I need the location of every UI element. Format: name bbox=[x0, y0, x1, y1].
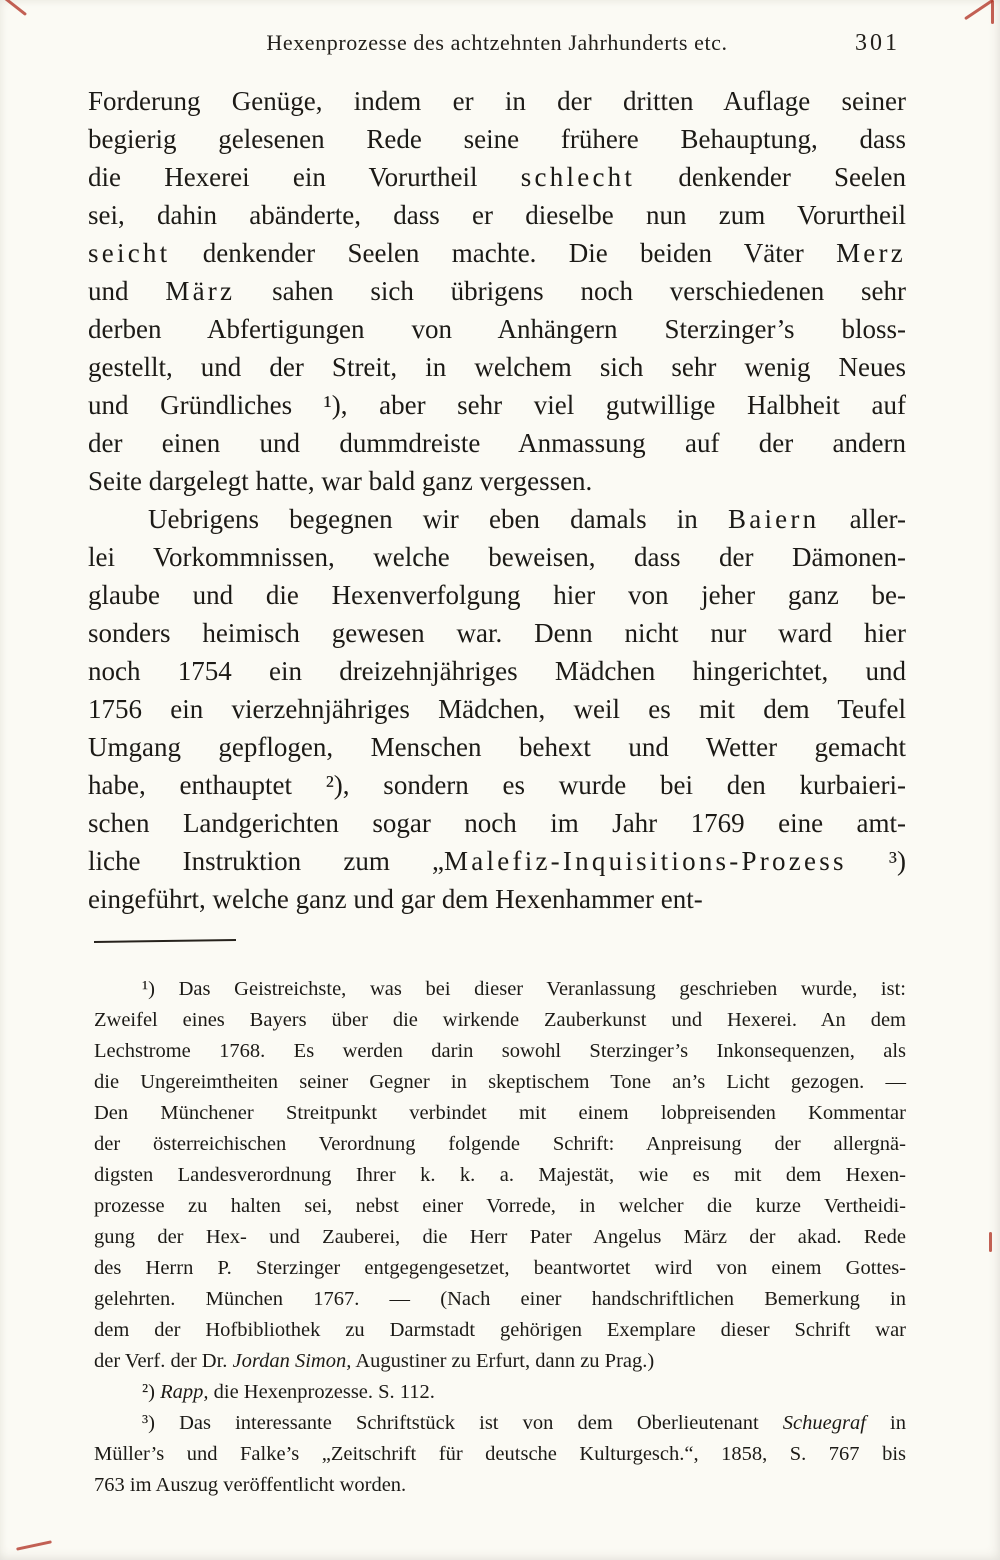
text-segment: der einen und dummdreiste Anmassung auf der andern bbox=[88, 428, 906, 458]
body-text bbox=[88, 82, 906, 918]
text-segment: sahen sich übrigens noch verschiedenen sehr bbox=[235, 276, 907, 306]
text-segment: der österreichischen Verordnung folgende Schrift: Anpreisung der allergnä- bbox=[94, 1133, 906, 1155]
text-line bbox=[88, 424, 906, 462]
text-line bbox=[88, 272, 906, 310]
text-line bbox=[88, 120, 906, 158]
footnote bbox=[94, 1377, 906, 1408]
text-segment: 763 im Auszug veröffentlicht worden. bbox=[94, 1474, 407, 1496]
text-segment: ²) bbox=[142, 1381, 161, 1403]
text-segment: der Verf. der Dr. bbox=[94, 1350, 233, 1372]
text-segment: ¹) Das Geistreichste, was bei dieser Veranlassung geschrieben wurde, ist: bbox=[142, 978, 906, 1000]
page-number: 301 bbox=[855, 30, 900, 56]
text-segment: noch 1754 ein dreizehnjähriges Mädchen hingerichtet, und bbox=[88, 656, 906, 686]
text-segment: habe, enthauptet ²), sondern es wurde bei den kurbaieri- bbox=[88, 770, 906, 800]
text-segment: dem der Hofbibliothek zu Darmstadt gehörigen Exemplare dieser Schrift war bbox=[94, 1319, 906, 1341]
text-line bbox=[94, 1222, 906, 1253]
text-segment: lei Vorkommnissen, welche beweisen, dass der Dämonen- bbox=[88, 542, 906, 572]
footnotes bbox=[88, 974, 906, 1501]
text-segment: die Ungereimtheiten seiner Gegner in skeptischem Tone an’s Licht gezogen. — bbox=[94, 1071, 906, 1093]
text-line bbox=[94, 1377, 906, 1408]
red-scan-mark-right-edge bbox=[989, 1232, 992, 1252]
text-segment: ³) Das interessante Schriftstück ist von dem Oberlieutenant bbox=[142, 1412, 783, 1434]
text-line bbox=[94, 1098, 906, 1129]
letterspaced-text: Malefiz-Inquisitions-Prozess bbox=[444, 846, 847, 876]
text-line bbox=[88, 348, 906, 386]
header-title: Hexenprozesse des achtzehnten Jahrhunderts etc. bbox=[266, 30, 728, 55]
text-line bbox=[94, 1253, 906, 1284]
text-line bbox=[88, 386, 906, 424]
text-line bbox=[94, 1470, 906, 1501]
text-segment: 1756 ein vierzehnjähriges Mädchen, weil es mit dem Teufel bbox=[88, 694, 906, 724]
text-line bbox=[88, 538, 906, 576]
italic-text: Schuegraf bbox=[782, 1412, 866, 1434]
red-scan-mark-bottom-left bbox=[16, 1540, 52, 1550]
text-line bbox=[88, 196, 906, 234]
text-segment: denkender Seelen machte. Die beiden Väter bbox=[170, 238, 837, 268]
body-paragraph bbox=[88, 82, 906, 500]
text-segment: und Gründliches ¹), aber sehr viel gutwillige Halbheit auf bbox=[88, 390, 906, 420]
text-line bbox=[88, 462, 906, 500]
italic-text: Rapp, bbox=[160, 1381, 209, 1403]
text-segment: denkender Seelen bbox=[635, 162, 906, 192]
footnote bbox=[94, 974, 906, 1377]
text-segment: gelehrten. München 1767. — (Nach einer handschriftlichen Bemerkung in bbox=[94, 1288, 906, 1310]
text-line bbox=[94, 1036, 906, 1067]
text-line bbox=[94, 1346, 906, 1377]
text-segment: prozesse zu halten sei, nebst einer Vorrede, in welcher die kurze Vertheidi- bbox=[94, 1195, 906, 1217]
text-line bbox=[88, 880, 906, 918]
text-line bbox=[88, 842, 906, 880]
text-segment: in bbox=[865, 1412, 906, 1434]
letterspaced-text: Baiern bbox=[727, 504, 820, 534]
text-segment: des Herrn P. Sterzinger entgegengesetzet, beantwortet wird von einem Gottes- bbox=[94, 1257, 906, 1279]
text-segment: sei, dahin abänderte, dass er dieselbe nun zum Vorurtheil bbox=[88, 200, 906, 230]
text-line bbox=[94, 1315, 906, 1346]
text-segment: schen Landgerichten sogar noch im Jahr 1769 eine amt- bbox=[88, 808, 906, 838]
text-line bbox=[94, 1439, 906, 1470]
text-segment: Müller’s und Falke’s „Zeitschrift für deutsche Kulturgesch.“, 1858, S. 767 bis bbox=[94, 1443, 906, 1465]
red-scan-mark-top-left bbox=[4, 0, 27, 16]
text-line bbox=[94, 1005, 906, 1036]
text-line bbox=[88, 690, 906, 728]
text-line bbox=[94, 1191, 906, 1222]
text-line bbox=[94, 974, 906, 1005]
text-line bbox=[88, 804, 906, 842]
text-column bbox=[88, 0, 906, 1501]
text-segment: Den Münchener Streitpunkt verbindet mit einem lobpreisenden Kommentar bbox=[94, 1102, 906, 1124]
footnote-separator-rule bbox=[94, 939, 236, 943]
text-line bbox=[88, 158, 906, 196]
text-segment: begierig gelesenen Rede seine frühere Behauptung, dass bbox=[88, 124, 906, 154]
text-line bbox=[88, 576, 906, 614]
text-segment: liche Instruktion zum „ bbox=[88, 846, 445, 876]
text-segment: die Hexenprozesse. S. 112. bbox=[208, 1381, 435, 1403]
letterspaced-text: seicht bbox=[88, 238, 171, 268]
text-segment: Umgang gepflogen, Menschen behext und Wetter gemacht bbox=[88, 732, 906, 762]
text-line bbox=[88, 310, 906, 348]
text-segment: Uebrigens begegnen wir eben damals in bbox=[148, 504, 728, 534]
text-segment: gung der Hex- und Zauberei, die Herr Pater Angelus März der akad. Rede bbox=[94, 1226, 906, 1248]
text-segment: eingeführt, welche ganz und gar dem Hexenhammer ent- bbox=[88, 884, 703, 914]
text-line bbox=[88, 500, 906, 538]
text-line bbox=[94, 1160, 906, 1191]
text-segment: Zweifel eines Bayers über die wirkende Zauberkunst und Hexerei. An dem bbox=[94, 1009, 906, 1031]
letterspaced-text: März bbox=[165, 276, 236, 306]
text-line bbox=[88, 652, 906, 690]
body-paragraph bbox=[88, 500, 906, 918]
running-header bbox=[88, 30, 906, 64]
text-line bbox=[94, 1284, 906, 1315]
text-line bbox=[94, 1067, 906, 1098]
text-line bbox=[88, 614, 906, 652]
text-line bbox=[88, 234, 906, 272]
red-scan-mark-top-right-edge bbox=[991, 0, 994, 24]
text-segment: und bbox=[88, 276, 166, 306]
text-segment: ³) bbox=[846, 846, 907, 876]
italic-text: Jordan Simon, bbox=[232, 1350, 352, 1372]
text-line bbox=[94, 1129, 906, 1160]
text-segment: gestellt, und der Streit, in welchem sich sehr wenig Neues bbox=[88, 352, 906, 382]
text-segment: sonders heimisch gewesen war. Denn nicht nur ward hier bbox=[88, 618, 906, 648]
letterspaced-text: Merz bbox=[836, 238, 906, 268]
text-segment: Forderung Genüge, indem er in der dritten Auflage seiner bbox=[88, 86, 906, 116]
text-segment: aller- bbox=[819, 504, 906, 534]
text-line bbox=[94, 1408, 906, 1439]
text-line bbox=[88, 766, 906, 804]
red-scan-mark-top-right bbox=[964, 0, 994, 20]
text-segment: glaube und die Hexenverfolgung hier von jeher ganz be- bbox=[88, 580, 906, 610]
text-line bbox=[88, 82, 906, 120]
text-segment: Seite dargelegt hatte, war bald ganz vergessen. bbox=[88, 466, 593, 496]
text-segment: die Hexerei ein Vorurtheil bbox=[88, 162, 521, 192]
letterspaced-text: schlecht bbox=[520, 162, 636, 192]
text-segment: derben Abfertigungen von Anhängern Sterzinger’s bloss- bbox=[88, 314, 906, 344]
footnote bbox=[94, 1408, 906, 1501]
text-segment: digsten Landesverordnung Ihrer k. k. a. Majestät, wie es mit dem Hexen- bbox=[94, 1164, 906, 1186]
text-line bbox=[88, 728, 906, 766]
text-segment: Augustiner zu Erfurt, dann zu Prag.) bbox=[351, 1350, 655, 1372]
text-segment: Lechstrome 1768. Es werden darin sowohl Sterzinger’s Inkonsequenzen, als bbox=[94, 1040, 906, 1062]
